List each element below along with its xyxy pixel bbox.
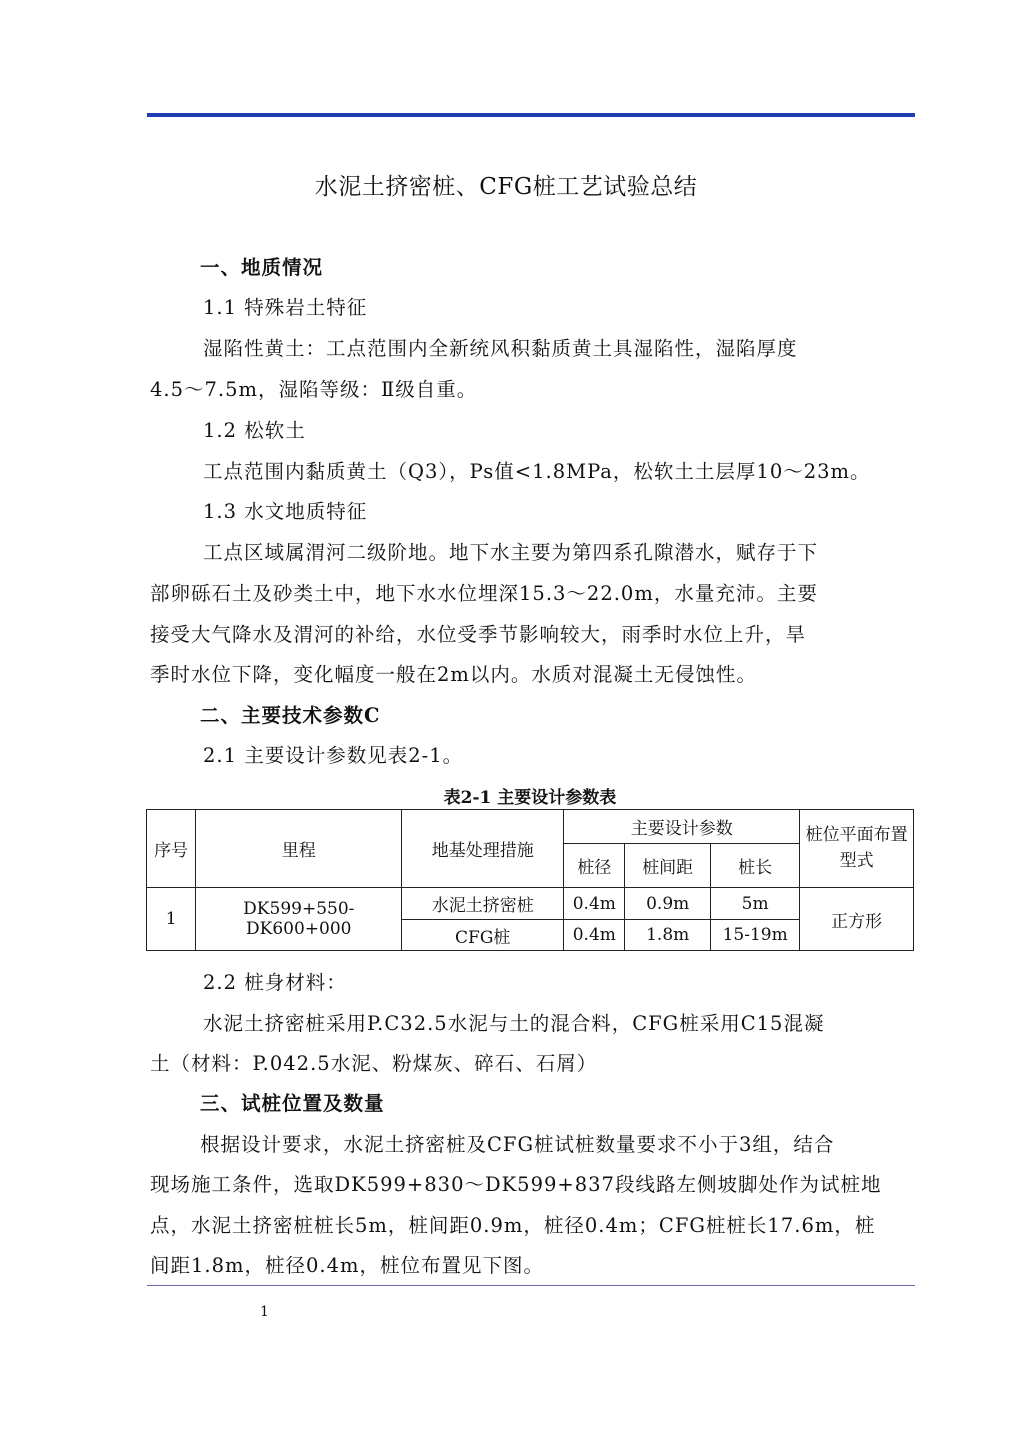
paragraph-line: 4.5～7.5m，湿陷等级：Ⅱ级自重。 xyxy=(150,378,478,401)
page-number: 1 xyxy=(260,1304,269,1320)
paragraph-line: 点，水泥土挤密桩桩长5m，桩间距0.9m，桩径0.4m；CFG桩桩长17.6m，桩 xyxy=(150,1214,876,1237)
section-1-heading: 一、地质情况 xyxy=(200,256,324,279)
section-1-3-title: 1.3 水文地质特征 xyxy=(203,500,368,523)
cell-mileage: DK599+550-DK600+000 xyxy=(196,888,402,951)
cell-spacing: 1.8m xyxy=(625,920,710,951)
paragraph-line: 工点范围内黏质黄土（Q3），Ps值<1.8MPa，松软土土层厚10～23m。 xyxy=(203,460,871,483)
header-spacing: 桩间距 xyxy=(625,844,710,888)
section-2-1-title: 2.1 主要设计参数见表2-1。 xyxy=(203,744,464,767)
section-2-heading: 二、主要技术参数C xyxy=(200,704,381,727)
design-parameters-table xyxy=(146,809,914,951)
cell-diameter: 0.4m xyxy=(564,920,625,951)
header-seq: 序号 xyxy=(147,810,196,888)
paragraph-line: 根据设计要求，水泥土挤密桩及CFG桩试桩数量要求不小于3组，结合 xyxy=(200,1133,835,1156)
document-title: 水泥土挤密桩、CFG桩工艺试验总结 xyxy=(314,174,698,200)
cell-treatment: 水泥土挤密桩 xyxy=(402,888,564,920)
section-2-2-title: 2.2 桩身材料： xyxy=(203,971,347,994)
table-caption: 表2-1 主要设计参数表 xyxy=(443,788,617,808)
section-1-1-title: 1.1 特殊岩土特征 xyxy=(203,296,368,319)
section-3-heading: 三、试桩位置及数量 xyxy=(200,1092,385,1115)
section-1-2-title: 1.2 松软土 xyxy=(203,419,306,442)
cell-seq: 1 xyxy=(147,888,196,951)
paragraph-line: 水泥土挤密桩采用P.C32.5水泥与土的混合料，CFG桩采用C15混凝 xyxy=(203,1012,825,1035)
header-treatment: 地基处理措施 xyxy=(402,810,564,888)
paragraph-line: 工点区域属渭河二级阶地。地下水主要为第四系孔隙潜水，赋存于下 xyxy=(203,541,819,564)
header-mileage: 里程 xyxy=(196,810,402,888)
header-layout: 桩位平面布置型式 xyxy=(800,810,914,888)
footer-rule xyxy=(147,1285,915,1286)
table-row xyxy=(147,888,914,920)
header-length: 桩长 xyxy=(710,844,799,888)
paragraph-line: 部卵砾石土及砂类土中，地下水水位埋深15.3～22.0m，水量充沛。主要 xyxy=(150,582,818,605)
paragraph-line: 季时水位下降，变化幅度一般在2m以内。水质对混凝土无侵蚀性。 xyxy=(150,663,757,686)
cell-diameter: 0.4m xyxy=(564,888,625,920)
cell-spacing: 0.9m xyxy=(625,888,710,920)
paragraph-line: 间距1.8m，桩径0.4m，桩位布置见下图。 xyxy=(150,1254,545,1277)
paragraph-line: 湿陷性黄土：工点范围内全新统风积黏质黄土具湿陷性，湿陷厚度 xyxy=(203,337,798,360)
cell-layout: 正方形 xyxy=(800,888,914,951)
cell-treatment: CFG桩 xyxy=(402,920,564,951)
header-diameter: 桩径 xyxy=(564,844,625,888)
header-main-params: 主要设计参数 xyxy=(564,810,800,844)
paragraph-line: 接受大气降水及渭河的补给，水位受季节影响较大，雨季时水位上升，旱 xyxy=(150,623,807,646)
cell-length: 5m xyxy=(710,888,799,920)
paragraph-line: 土（材料：P.042.5水泥、粉煤灰、碎石、石屑） xyxy=(150,1052,598,1075)
cell-length: 15-19m xyxy=(710,920,799,951)
header-rule xyxy=(147,113,915,117)
paragraph-line: 现场施工条件，选取DK599+830～DK599+837段线路左侧坡脚处作为试桩地 xyxy=(150,1173,882,1196)
